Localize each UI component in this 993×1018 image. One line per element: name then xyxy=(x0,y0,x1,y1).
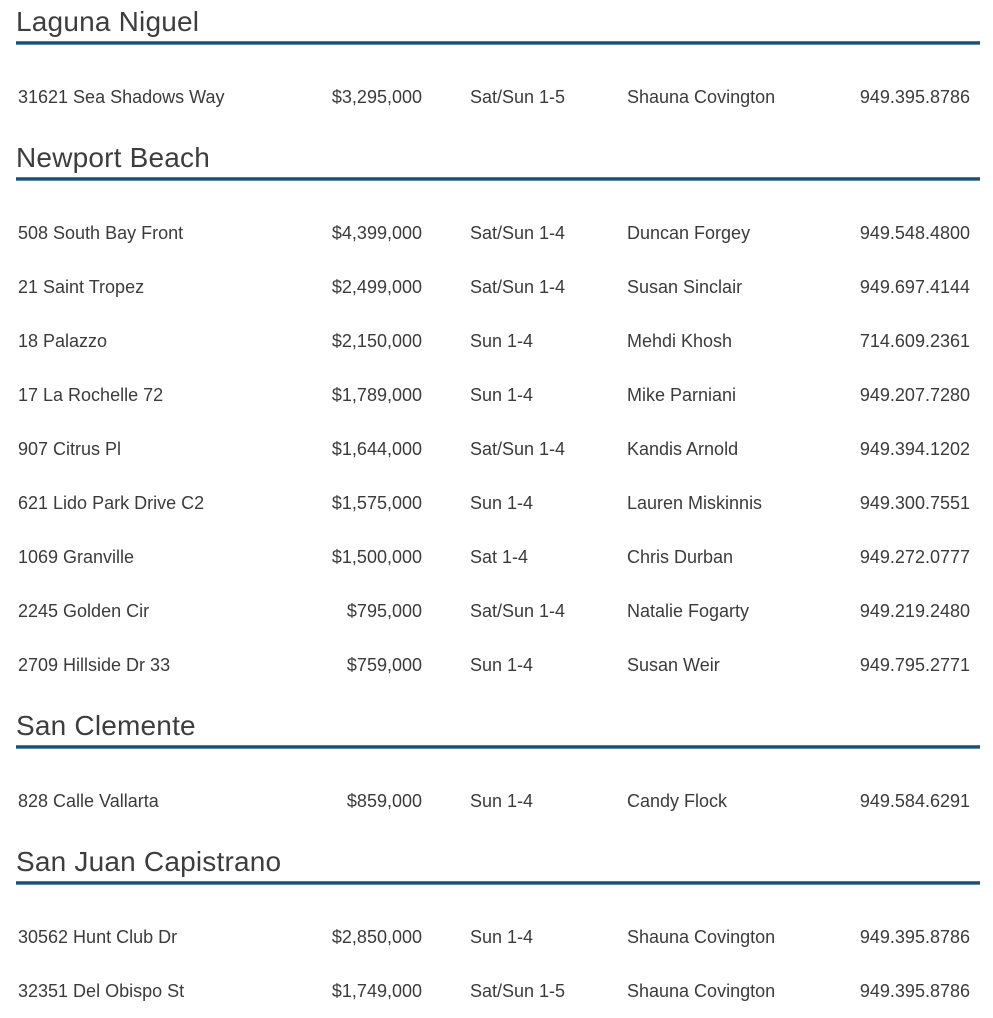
listing-price: $2,150,000 xyxy=(331,331,422,351)
listing-time: Sat/Sun 1-4 xyxy=(470,223,566,243)
listing-phone: 949.272.0777 xyxy=(859,547,970,567)
listing-row xyxy=(16,638,980,692)
listing-row xyxy=(16,584,980,638)
listing-time: Sat/Sun 1-5 xyxy=(470,87,566,107)
listing-address: 907 Citrus Pl xyxy=(18,439,122,459)
listing-time: Sun 1-4 xyxy=(470,331,534,351)
listing-price: $2,850,000 xyxy=(331,927,422,947)
listing-rows xyxy=(16,181,980,692)
listing-agent: Shauna Covington xyxy=(627,87,776,107)
listing-address: 1069 Granville xyxy=(18,547,135,567)
listing-agent: Susan Sinclair xyxy=(627,277,743,297)
city-heading: San Juan Capistrano xyxy=(16,846,282,877)
listing-row xyxy=(16,260,980,314)
listing-phone: 949.394.1202 xyxy=(859,439,970,459)
listing-phone: 949.395.8786 xyxy=(859,927,970,947)
listing-address: 18 Palazzo xyxy=(18,331,108,351)
city-heading: Newport Beach xyxy=(16,142,211,173)
listing-address: 2709 Hillside Dr 33 xyxy=(18,655,171,675)
listing-time: Sun 1-4 xyxy=(470,655,534,675)
listing-price: $1,575,000 xyxy=(331,493,422,513)
listing-phone: 714.609.2361 xyxy=(859,331,970,351)
listing-time: Sat/Sun 1-4 xyxy=(470,601,566,621)
listing-time: Sun 1-4 xyxy=(470,385,534,405)
listing-address: 828 Calle Vallarta xyxy=(18,791,159,811)
listing-agent: Duncan Forgey xyxy=(627,223,751,243)
listing-rows xyxy=(16,749,980,828)
listing-rows xyxy=(16,885,980,1018)
listing-address: 621 Lido Park Drive C2 xyxy=(18,493,205,513)
listing-price: $3,295,000 xyxy=(331,87,422,107)
listing-price: $759,000 xyxy=(346,655,422,675)
listing-phone: 949.795.2771 xyxy=(859,655,970,675)
listing-row xyxy=(16,368,980,422)
listing-phone: 949.300.7551 xyxy=(859,493,970,513)
listing-agent: Lauren Miskinnis xyxy=(627,493,763,513)
listing-price: $1,644,000 xyxy=(331,439,422,459)
listing-phone: 949.395.8786 xyxy=(859,87,970,107)
listing-row xyxy=(16,206,980,260)
listing-row xyxy=(16,910,980,964)
listing-price: $1,749,000 xyxy=(331,981,422,1001)
listing-price: $2,499,000 xyxy=(331,277,422,297)
listing-row xyxy=(16,314,980,368)
listing-agent: Chris Durban xyxy=(627,547,734,567)
listing-agent: Kandis Arnold xyxy=(627,439,739,459)
listing-address: 30562 Hunt Club Dr xyxy=(18,927,178,947)
listing-agent: Natalie Fogarty xyxy=(627,601,750,621)
listing-address: 2245 Golden Cir xyxy=(18,601,150,621)
listing-agent: Shauna Covington xyxy=(627,981,776,1001)
city-section xyxy=(16,710,980,828)
listing-time: Sat/Sun 1-5 xyxy=(470,981,566,1001)
listing-phone: 949.395.8786 xyxy=(859,981,970,1001)
listing-row xyxy=(16,422,980,476)
city-heading: San Clemente xyxy=(16,710,196,741)
listing-address: 21 Saint Tropez xyxy=(18,277,145,297)
listing-price: $859,000 xyxy=(346,791,422,811)
listing-time: Sun 1-4 xyxy=(470,927,534,947)
listing-time: Sat/Sun 1-4 xyxy=(470,277,566,297)
listing-address: 32351 Del Obispo St xyxy=(18,981,185,1001)
listing-price: $4,399,000 xyxy=(331,223,422,243)
listing-address: 508 South Bay Front xyxy=(18,223,184,243)
listing-price: $1,500,000 xyxy=(331,547,422,567)
listing-row xyxy=(16,964,980,1018)
city-section xyxy=(16,846,980,1018)
city-section xyxy=(16,142,980,692)
city-heading: Laguna Niguel xyxy=(16,6,200,37)
listing-agent: Shauna Covington xyxy=(627,927,776,947)
listing-time: Sat/Sun 1-4 xyxy=(470,439,566,459)
listing-agent: Mike Parniani xyxy=(627,385,737,405)
listing-price: $795,000 xyxy=(346,601,422,621)
listing-price: $1,789,000 xyxy=(331,385,422,405)
listing-agent: Susan Weir xyxy=(627,655,720,675)
listing-phone: 949.584.6291 xyxy=(859,791,970,811)
listing-agent: Mehdi Khosh xyxy=(627,331,733,351)
listing-rows xyxy=(16,45,980,124)
listing-time: Sun 1-4 xyxy=(470,493,534,513)
listing-address: 17 La Rochelle 72 xyxy=(18,385,164,405)
listing-time: Sun 1-4 xyxy=(470,791,534,811)
listing-phone: 949.219.2480 xyxy=(859,601,970,621)
listing-row xyxy=(16,476,980,530)
listing-row xyxy=(16,530,980,584)
listing-row xyxy=(16,70,980,124)
listing-time: Sat 1-4 xyxy=(470,547,529,567)
listing-phone: 949.697.4144 xyxy=(859,277,970,297)
listing-phone: 949.207.7280 xyxy=(859,385,970,405)
city-section xyxy=(16,6,980,124)
listing-phone: 949.548.4800 xyxy=(859,223,970,243)
listing-address: 31621 Sea Shadows Way xyxy=(18,87,225,107)
listing-row xyxy=(16,774,980,828)
listing-agent: Candy Flock xyxy=(627,791,728,811)
